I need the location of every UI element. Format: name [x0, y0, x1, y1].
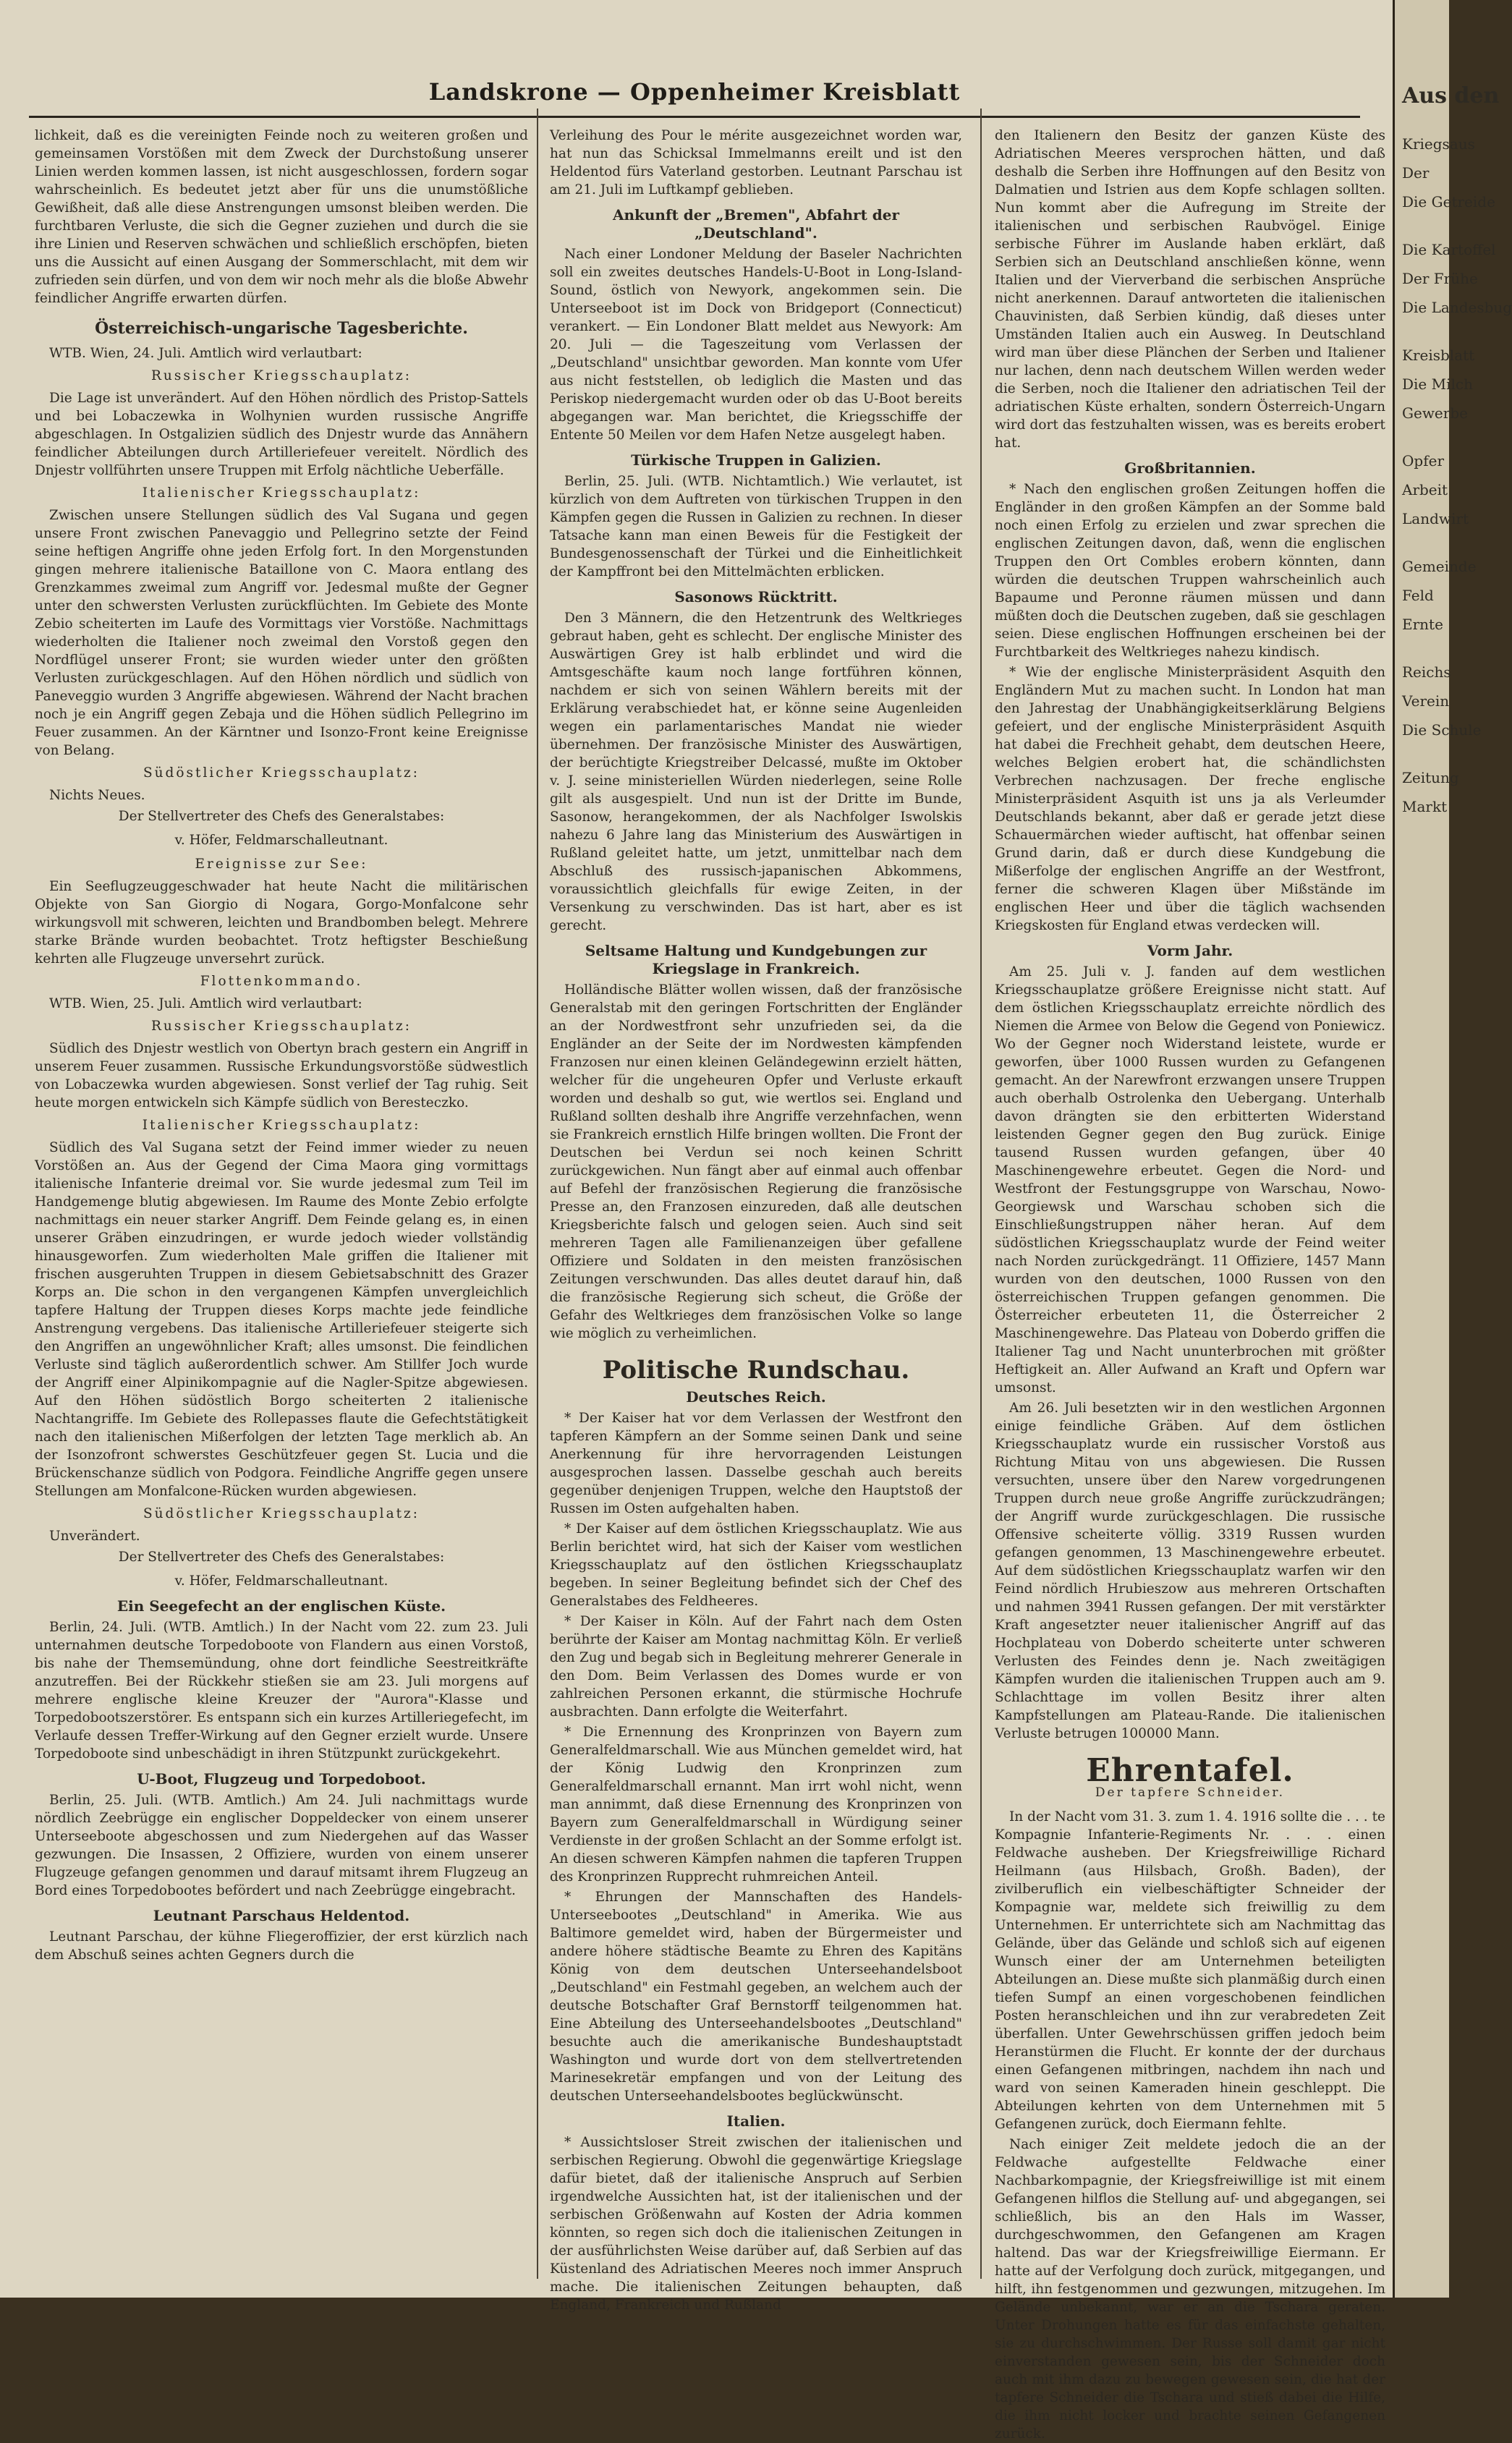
article-heading: Seltsame Haltung und Kundgebungen zur Kriegslage in Frankreich. — [585, 942, 927, 977]
article-text: Nichts Neues. — [49, 788, 145, 803]
article-text: * Wie der englische Ministerpräsident Asquith den Engländern Mut zu machen sucht. In London hat man den Jahrestag der Unabhängigkeitserklärung Belgiens gefeiert, und der englische Ministerpräsident Asquith hat dabei die Frechheit gehabt, dem deutschen Heere, welches Belgien erobert hat, die schändlichsten Verbrechen nachzusagen. Der freche englische Ministerpräsident Asquith ist uns ja als Verleumder Deutschlands bekannt, aber daß er gerade jetzt diese Schauermärchen wieder auftischt, hat offenbar seinen Grund darin, daß er durch diese Kundgebung die Mißerfolge der englischen Angriffe an der Westfront, ferner die schweren Klagen über Mißstände im englischen Heer und über die täglich wachsenden Kriegskosten für England etwas verdecken will. — [995, 665, 1385, 933]
subheading: Südöstlicher Kriegsschauplatz: — [143, 765, 420, 781]
adjacent-page-fragment: Die Getreide — [1402, 193, 1495, 211]
article-heading: Ein Seegefecht an der englischen Küste. — [116, 1597, 446, 1615]
adjacent-page-fragment: Landwirt — [1402, 510, 1469, 527]
subheading: Russischer Kriegsschauplatz: — [151, 1019, 412, 1034]
subheading: Italienischer Kriegsschauplatz: — [142, 1118, 421, 1133]
adjacent-page-fragment: Opfer — [1402, 452, 1444, 470]
adjacent-page-fragment: Die Schule — [1402, 721, 1482, 739]
article-text: Nach einer Londoner Meldung der Baseler Nachrichten soll ein zweites deutsches Handels-U-Boot in Long-Island-Sound, östlich von Newyork, angekommen sein. Die Unterseeboot ist im Dock von Bridgeport (Connecticut) verankert. — Ein Londoner Blatt meldet aus Newyork: Am 20. Juli — die Tageszeitung vom Verlassen der „Deutschland" unsichtbar geworden. Man konnte vom Ufer aus nicht feststellen, ob lediglich die Masten und das Periskop niedergemacht wurden oder ob das U-Boot bereits abgegangen war. Man berichtet, die Kriegsschiffe der Entente 50 Meilen vor dem Hafen Netze ausgelegt haben. — [550, 247, 962, 443]
article-text: * Ehrungen der Mannschaften des Handels-Unterseebootes „Deutschland" in Amerika. Wie aus Baltimore gemeldet wird, haben der Bürgermeister und andere höhere städtische Beamte zu Ehren des Kapitäns König von dem deutschen Unterseehandelsboot „Deutschland" ein Festmahl gegeben, an welchem auch der deutsche Botschafter Graf Bernstorff teilgenommen hat. Eine Abteilung des Unterseehandelsbootes „Deutschland" besuchte auch die amerikanische Bundeshauptstadt Washington und wurde dort von dem stellvertretenden Marinesekretär empfangen und von der Leitung des deutschen Unterseehandelsbootes beglückwünscht. — [550, 1890, 962, 2104]
adjacent-page-fragment: Gemeinde — [1402, 558, 1477, 575]
article-text: * Der Kaiser hat vor dem Verlassen der Westfront den tapferen Kämpfern an der Somme seinen Dank und seine Anerkennung für ihre hervorragenden Leistungen ausgesprochen lassen. Dasselbe geschah auch bereits gegenüber denjenigen Truppen, welche den Hauptstoß der Russen im Osten aufgehalten haben. — [550, 1411, 962, 1516]
article-text: In der Nacht vom 31. 3. zum 1. 4. 1916 sollte die . . . te Kompagnie Infanterie-Regiments Nr. . . . einen Feldwache ausheben. Der Kriegsfreiwillige Richard Heilmann (aus Hilsbach, Großh. Baden), der zivilberuflich ein vielbeschäftigter Schneider der Kompagnie war, meldete sich freiwillig zu dem Unternehmen. Er unterrichtete sich am Nachmittag das Gelände, über das Gelände und schloß sich auf eigenen Wunsch einer der am Unternehmen beteiligten Abteilungen an. Diese mußte sich planmäßig durch einen tiefen Sumpf an einen vorgeschobenen feindlichen Posten heranschleichen und ihn zur verabredeten Zeit überfallen. Unter Gewehrschüssen griffen jedoch beim Heranstürmen die Flucht. Er konnte der der durchaus einen Gefangenen mitbringen, nachdem ihn nach und ward von seinen Kameraden hinein geschleppt. Die Abteilungen kehrten von dem Unternehmen mit 5 Gefangenen zurück, doch Eiermann fehlte. — [995, 1809, 1385, 2132]
subheading: Russischer Kriegsschauplatz: — [151, 368, 412, 383]
adjacent-page-fragment: Der — [1402, 164, 1430, 182]
adjacent-page-fragment: Gewerbe — [1402, 404, 1468, 422]
article-text: * Der Kaiser in Köln. Auf der Fahrt nach dem Osten berührte der Kaiser am Montag nachmittag Köln. Er verließ den Zug und begab sich in Begleitung mehrerer Generale in den Dom. Beim Verlassen des Domes wurde er von zahlreichen Personen erkannt, die stürmische Hochrufe ausbrachten. Dann erfolgte die Weiterfahrt. — [550, 1614, 962, 1720]
article-text: Verleihung des Pour le mérite ausgezeichnet worden war, hat nun das Schicksal Immelmanns ereilt und ist den Heldentod fürs Vaterland gestorben. Leutnant Parschau ist am 21. Juli im Luftkampf geblieben. — [550, 128, 962, 197]
subheading: Ereignisse zur See: — [195, 857, 368, 872]
section-heading: Ehrentafel. — [1086, 1752, 1294, 1789]
adjacent-page-fragment: Ernte — [1402, 616, 1443, 633]
subheading: Der tapfere Schneider. — [1095, 1785, 1286, 1800]
article-text: Berlin, 25. Juli. (WTB. Nichtamtlich.) Wie verlautet, ist kürzlich von dem Auftreten von türkischen Truppen in den Kämpfen gegen die Russen in Galizien zu rechnen. In dieser Tatsache kann man einen Beweis für die Festigkeit der Bundesgenossenschaft der Türkei und die Einheitlichkeit der Kampffront bei den Mittelmächten erblicken. — [550, 474, 962, 579]
article-heading: Türkische Truppen in Galizien. — [631, 451, 881, 469]
article-text: Am 26. Juli besetzten wir in den westlichen Argonnen einige feindliche Gräben. Auf dem östlichen Kriegsschauplatz wurde ein russischer Vorstoß aus Richtung Mitau von uns abgewiesen. Die Russen versuchten, unsere über den Narew vorgedrungenen Truppen durch neue große Angriffe zurückzudrängen; der Angriff wurde zurückgeschlagen. Die russische Offensive scheiterte völlig. 3319 Russen wurden gefangen genommen, 13 Maschinengewehre erbeutet. Auf dem südöstlichen Kriegsschauplatz warfen wir den Feind nördlich Hrubieszow aus mehreren Ortschaften und nahmen 3941 Russen gefangen. Der mit verstärkter Kraft angesetzter neuer italienischer Angriff auf das Hochplateau von Doberdo scheiterte unter schweren Verlusten des Feindes denn je. Nach zweitägigen Kämpfen wurden die italienischen Truppen auch am 9. Schlachttage im vollen Besitz ihrer alten Kampfstellungen am Plateau-Rande. Die italienischen Verluste betrugen 100000 Mann. — [995, 1401, 1385, 1741]
adjacent-page-fragments — [1402, 135, 1512, 816]
section-heading: Politische Rundschau. — [602, 1356, 910, 1385]
adjacent-page-fragment: Der Frühe — [1402, 270, 1478, 287]
article-text: Berlin, 24. Juli. (WTB. Amtlich.) In der Nacht vom 22. zum 23. Juli unternahmen deutsche Torpedoboote von Flandern aus einen Vorstoß, bis nahe der Themsemündung, ohne dort feindliche Seestreitkräfte anzutreffen. Bei der Rückkehr stießen sie am 23. Juli morgens auf mehrere englische kleine Kreuzer der "Aurora"-Klasse und Torpedobootszerstörer. Es entspann sich ein kurzes Artilleriegefecht, im Verlaufe dessen Treffer-Wirkung auf den Gegner erzielt wurde. Unsere Torpedoboote sind unbeschädigt in ihren Stützpunkt zurückgekehrt. — [35, 1620, 528, 1762]
adjacent-page-fragment: Feld — [1402, 587, 1434, 604]
article-heading: Leutnant Parschaus Heldentod. — [153, 1907, 410, 1924]
article-text: * Die Ernennung des Kronprinzen von Bayern zum Generalfeldmarschall. Wie aus München gemeldet wird, hat der König Ludwig den Kronprinzen zum Generalfeldmarschall ernannt. Man irrt wohl nicht, wenn man annimmt, daß diese Ernennung des Kronprinzen von Bayern zum Generalfeldmarschall in Würdigung seiner Verdienste in der großen Schlacht an der Somme erfolgt ist. An diesen schweren Kämpfen nahmen die tapferen Truppen des Kronprinzen Rupprecht ruhmreichen Anteil. — [550, 1725, 962, 1885]
article-text: Unverändert. — [49, 1529, 140, 1544]
adjacent-page-fragment: Die Milch — [1402, 375, 1473, 393]
subsection-heading: Deutsches Reich. — [686, 1388, 826, 1406]
article-heading: Ankunft der „Bremen", Abfahrt der „Deutschland". — [612, 206, 900, 242]
article-text: * Aussichtsloser Streit zwischen der italienischen und serbischen Regierung. Obwohl die gegenwärtige Kriegslage dafür bietet, daß der italienische Anspruch auf Serbien irgendwelche Aussichten hat, ist der italienischen und der serbischen Größenwahn auf Kosten der Adria kommen könnten, so regen sich doch die italienischen Zeitungen in der ausführlichsten Weise darüber auf, daß Serbien auf das Küstenland des Adriatischen Meeres noch immer Anspruch mache. Die italienischen Zeitungen behaupten, daß England, Frankreich und Rußland — [550, 2135, 962, 2313]
article-heading: Vorm Jahr. — [1147, 942, 1233, 959]
subsection-heading: Italien. — [726, 2112, 786, 2130]
signature-name: Flottenkommando. — [200, 974, 363, 989]
subheading: Südöstlicher Kriegsschauplatz: — [143, 1506, 420, 1521]
newspaper-title: Landskrone — Oppenheimer Kreisblatt — [428, 78, 961, 106]
article-text: Ein Seeflugzeuggeschwader hat heute Nacht die militärischen Objekte von San Giorgio di Nogara, Gorgo-Monfalcone sehr wirkungsvoll mit schweren, leichten und Brandbomben belegt. Mehrere starke Brände wurden beobachtet. Trotz heftigster Beschießung kehrten alle Flugzeuge unversehrt zurück. — [35, 879, 528, 966]
subheading: Italienischer Kriegsschauplatz: — [142, 485, 421, 501]
article-text: Südlich des Dnjestr westlich von Obertyn brach gestern ein Angriff in unserem Feuer zusammen. Russische Erkundungsvorstöße südwestlich von Lobaczewka wurden abgewiesen. Sonst verlief der Tag ruhig. Seit heute morgen entwickeln sich Kämpfe südlich von Beresteczko. — [35, 1041, 528, 1110]
column-left — [35, 127, 528, 2261]
article-text: den Italienern den Besitz der ganzen Küste des Adriatischen Meeres versprochen hätten, und daß deshalb die Serben ihre Hoffnungen auf den Besitz von Dalmatien und Istrien aus dem Kopfe schlagen sollten. Nun kommt aber die Aufregung im Streite der italienischen und serbischen Raubvögel. Einige serbische Führer im Auslande haben erklärt, daß Serbien sich an Deutschland anschließen könne, wenn Italien und der Vierverband die serbischen Ansprüche nicht anerkennen. Darauf antworteten die italienischen Chauvinisten, daß Serbien kündig, daß dieses unter Umständen Italien auch ein Ausweg. In Deutschland wird man über diese Plänchen der Serben und Italiener nur lachen, denn nach deutschem Willen werden weder die Serben, noch die Italiener den adriatischen Teil der adriatischen Küste erhalten, sondern Österreich-Ungarn wird dort das festzuhalten wissen, was es bereits erobert hat. — [995, 128, 1385, 451]
article-text: Leutnant Parschau, der kühne Fliegeroffizier, der erst kürzlich nach dem Abschuß seines achten Gegners durch die — [35, 1929, 528, 1963]
adjacent-page-fragment: Die Landesbug — [1402, 299, 1512, 316]
adjacent-page-fragment: Die Kartoffel — [1402, 241, 1496, 258]
column-divider — [980, 109, 982, 2279]
article-text: Den 3 Männern, die den Hetzentrunk des Weltkrieges gebraut haben, geht es schlecht. Der englische Minister des Auswärtigen Grey ist halb erblindet und wird die Amtsgeschäfte kaum noch lange fortführen können, nachdem er sich von seinen Wählern bereits mit der Erklärung verabschiedet hat, er könne seine Augenleiden wegen ein parlamentarisches Mandat nie wieder übernehmen. Der französische Minister des Auswärtigen, der berüchtigte Kriegstreiber Delcassé, mußte im Oktober v. J. seine ministeriellen Würden niederlegen, seine Rolle gilt als ausgespielt. Und nun ist der Dritte im Bunde, Sasonow, herangekommen, der als Nachfolger Iswolskis nahezu 6 Jahre lang das Ministerium des Auswärtigen in Rußland geleitet hatte, um jetzt, unmittelbar nach dem Abschluß des russisch-japanischen Abkommens, voraussichtlich gleichfalls für ewige Zeiten, in der Versenkung zu verschwinden. Das ist hart, aber es ist gerecht. — [550, 611, 962, 933]
column-divider — [537, 109, 538, 2279]
article-text: * Nach den englischen großen Zeitungen hoffen die Engländer in den großen Kämpfen an der Somme bald noch einen Erfolg zu erzielen und zwar sprechen die englischen Zeitungen davon, daß, wenn die englischen Truppen den Ort Combles erobern könnten, dann würden die deutschen Truppen wahrscheinlich auch Bapaume und Peronne räumen müssen und dann müßten doch die Deutschen zugeben, daß sie geschlagen seien. Diese englischen Hoffnungen erscheinen bei der Furchtbarkeit des Weltkrieges nahezu kindisch. — [995, 482, 1385, 660]
article-text: Zwischen unsere Stellungen südlich des Val Sugana und gegen unsere Front zwischen Panevaggio und Pellegrino setzte der Feind seine heftigen Angriffe ohne jeden Erfolg fort. In den Morgenstunden gingen mehrere italienische Bataillone von C. Maora entlang des Grenzkammes zweimal zum Angriff vor. Jedesmal mußte der Gegner unter den schwersten Verlusten zurückflüchten. Im Gebiete des Monte Zebio scheiterten im Laufe des Vormittags vier Vorstöße. Nachmittags wiederholten die Italiener noch zweimal den Vorstoß gegen den Nordflügel unserer Front; sie wurden wieder unter den größten Verlusten zurückgeschlagen. Auf den Höhen nördlich und südlich von Paneveggio wurden 3 Angriffe abgewiesen. Während der Nacht brachen noch je ein Angriff gegen Zebaja und die Höhen südlich Pellegrino im Feuer zusammen. An der Kärntner und Isonzo-Front keine Ereignisse von Belang. — [35, 508, 528, 758]
signature-title: Der Stellvertreter des Chefs des Generalstabes: — [118, 809, 445, 824]
subsection-heading: Großbritannien. — [1124, 459, 1256, 477]
article-text: Am 25. Juli v. J. fanden auf dem westlichen Kriegsschauplatze größere Ereignisse nicht statt. Auf dem östlichen Kriegsschauplatz erreichte nördlich des Niemen die Armee von Below die Gegend von Poniewicz. Wo der Gegner noch Widerstand leistete, wurde er geworfen, über 1000 Russen wurden zu Gefangenen gemacht. An der Narewfront erzwangen unsere Truppen auch oberhalb Ostrolenka den Uebergang. Unterhalb davon drängten sie den erbitterten Widerstand leistenden Gegner gegen den Bug zurück. Einige tausend Russen wurden gefangen, über 40 Maschinengewehre erbeutet. Gegen die Nord- und Westfront der Festungsgruppe von Warschau, Nowo-Georgiewsk und Warschau schoben sich die Einschließungstruppen näher heran. Auf dem südöstlichen Kriegsschauplatz wurde der Feind weiter nach Norden zurückgedrängt. 11 Offiziere, 1457 Mann wurden von den deutschen, 1000 Russen von den österreichischen Truppen gefangen genommen. Die Österreicher erbeuteten 11, die Österreicher 2 Maschinengewehre. Das Plateau von Doberdo griffen die Italiener Tag und Nacht ununterbrochen mit größter Heftigkeit an. Aller Aufwand an Kraft und Opfern war umsonst. — [995, 964, 1385, 1395]
article-heading: U-Boot, Flugzeug und Torpedoboot. — [137, 1770, 426, 1788]
adjacent-page-fragment: Zeitung — [1402, 769, 1459, 786]
adjacent-page-heading: Aus den — [1402, 83, 1500, 109]
article-text: lichkeit, daß es die vereinigten Feinde noch zu weiteren großen und gemeinsamen Vorstößen mit dem Zweck der Durchstoßung unserer Linien werden kommen lassen, ist nicht ausgeschlossen, fordern sogar wahrscheinlich. Es bedeutet jetzt aber für uns die unumstößliche Gewißheit, daß alle diese Anstrengungen umsonst bleiben werden. Die furchtbaren Verluste, die sich die Gegner zuziehen und durch die sie ihre Linien und Reserven schwächen und schließlich erschöpfen, bieten uns die Aussicht auf einen Ausgang der Sommerschlacht, mit dem wir zufrieden sein dürfen, und von dem wir noch mehr als die bloße Abwehr feindlicher Angriffe erwarten dürfen. — [35, 128, 528, 306]
signature-name: v. Höfer, Feldmarschalleutnant. — [174, 1573, 388, 1589]
article-text: * Der Kaiser auf dem östlichen Kriegsschauplatz. Wie aus Berlin berichtet wird, hat sich der Kaiser vom westlichen Kriegsschauplatz auf den östlichen Kriegsschauplatz begeben. In seiner Begleitung befindet sich der Chef des Generalstabes des Feldheeres. — [550, 1521, 962, 1609]
column-middle — [550, 127, 962, 2313]
adjacent-page-fragment: Kriegsaus — [1402, 135, 1475, 153]
article-text: Nach einiger Zeit meldete jedoch die an der Feldwache aufgestellte Feldwache einer Nachbarkompagnie, der Kriegsfreiwillige ist mit einem Gefangenen hilflos die Stellung auf- und abgegangen, sei schließlich, bis an den Hals im Wasser, durchgeschwommen, den Gefangenen am Kragen haltend. Das war der Kriegsfreiwillige Eiermann. Er hatte auf der Verfolgung doch zurück, mitgegangen, und hilft, ihn festgenommen und gezwungen, mitzugehen. Im Gelände unbekannt, war er an die Tschara geraten. Unter Drohungen hatte es für das einfachste gehalten, sie zu durchschwimmen. Der Russe soll damit gar nicht einverstanden gewesen sein, bis der Schneider doch auch mit ihm dazu zu bewegen gewesen sein, die hat der tapfere Schneider die Tschara und stieß dabei die Hilfe, die ihm nicht locker und brachte seinen Gefangenen zurück. — [995, 2137, 1385, 2442]
adjacent-page-fragment: Arbeit — [1402, 481, 1448, 498]
column-right — [995, 127, 1385, 2442]
article-text: Holländische Blätter wollen wissen, daß der französische Generalstab mit den geringen Fortschritten der Engländer an der Nordwestfront sehr unzufrieden sei, da die Engländer an der Seite der im Nordwesten kämpfenden Franzosen nur einen kleinen Geländegewinn erzielt hätten, welcher für die ungeheuren Opfer und Verluste erkauft worden und deshalb so gut, wie wertlos sei. England und Rußland sollten deshalb ihre Angriffe verzehnfachen, wenn sie Frankreich ernstlich Hilfe bringen wollten. Die Front der Deutschen bei Verdun sei noch keinen Schritt zurückgewichen. Nun fängt aber auf einmal auch offenbar auf Befehl der französischen Regierung die französische Presse an, den Franzosen einzureden, daß alle deutschen Kriegsberichte falsch und gelogen seien. Auch sind seit mehreren Tagen alle Familienanzeigen über gefallene Offiziere und Soldaten in den meisten französischen Zeitungen verschwunden. Das alles deutet darauf hin, daß die französische Regierung sich scheut, die Größe der Gefahr des Weltkrieges dem französischen Volke so lange wie möglich zu verheimlichen. — [550, 982, 962, 1341]
signature-name: v. Höfer, Feldmarschalleutnant. — [174, 833, 388, 848]
section-heading: Österreichisch-ungarische Tagesberichte. — [95, 319, 468, 338]
article-text: Berlin, 25. Juli. (WTB. Amtlich.) Am 24. Juli nachmittags wurde nördlich Zeebrügge ein englischer Doppeldecker von einem unserer Unterseeboote abgeschossen und zum Niedergehen auf das Wasser gezwungen. Die Insassen, 2 Offiziere, wurden von einem unserer Flugzeuge gefangen genommen und darauf mitsamt ihrem Flugzeug an Bord eines Torpedobootes befördert und nach Zeebrügge eingebracht. — [35, 1793, 528, 1898]
dateline: WTB. Wien, 24. Juli. Amtlich wird verlautbart: — [49, 346, 362, 361]
adjacent-page-edge — [1393, 0, 1512, 2298]
adjacent-page-fragment: Kreisblatt — [1402, 347, 1475, 364]
masthead-rule — [29, 116, 1360, 118]
adjacent-page-fragment: Verein — [1402, 692, 1450, 710]
signature-title: Der Stellvertreter des Chefs des Generalstabes: — [118, 1550, 445, 1565]
article-text: Südlich des Val Sugana setzt der Feind immer wieder zu neuen Vorstößen an. Aus der Gegend der Cima Maora ging vormittags italienische Infanterie dreimal vor. Sie wurde jedesmal zum Teil im Handgemenge blutig abgewiesen. Im Raume des Monte Zebio erfolgte nachmittags ein neuer starker Angriff. Dem Feinde gelang es, in einen unserer Gräben einzudringen, er wurde jedoch wieder vollständig hinausgeworfen. Zum wiederholten Male griffen die Italiener mit frischen ausgeruhten Truppen in diesem Gebietsabschnitt des Grazer Korps an. Die schon in den vergangenen Kämpfen unvergleichlich tapfere Haltung der Truppen dieses Korps machte jede feindliche Anstrengung vergebens. Das italienische Artilleriefeuer steigerte sich den Angriffen an ungewöhnlicher Kraft; alles umsonst. Die feindlichen Verluste sind täglich außerordentlich schwer. Am Stillfer Joch wurde der Angriff einer Alpinikompagnie auf die Nagler-Spitze abgewiesen. Auf den Höhen südöstlich Borgo scheiterten 2 italienische Nachtangriffe. Im Gebiete des Rollepasses flaute die Gefechtstätigkeit nach den italienischen Mißerfolgen der letzten Tage merklich ab. An der Isonzofront schwerstes Geschützfeuer gegen St. Lucia und die Brückenschanze südlich von Podgora. Feindliche Angriffe gegen unsere Stellungen am Monfalcone-Rücken wurden abgewiesen. — [35, 1140, 528, 1499]
adjacent-page-fragment: Reichs — [1402, 663, 1451, 681]
dateline: WTB. Wien, 25. Juli. Amtlich wird verlautbart: — [49, 996, 362, 1011]
adjacent-page-fragment: Markt — [1402, 798, 1448, 815]
article-heading: Sasonows Rücktritt. — [674, 588, 838, 606]
masthead — [29, 78, 1360, 106]
article-text: Die Lage ist unverändert. Auf den Höhen nördlich des Pristop-Sattels und bei Lobaczewka in Wolhynien wurden russische Angriffe abgeschlagen. In Ostgalizien südlich des Dnjestr wurde das Annähern feindlicher Abteilungen durch Artilleriefeuer vereitelt. Nördlich des Dnjestr vollführten unsere Truppen mit Erfolg nächtliche Ueberfälle. — [35, 391, 528, 478]
